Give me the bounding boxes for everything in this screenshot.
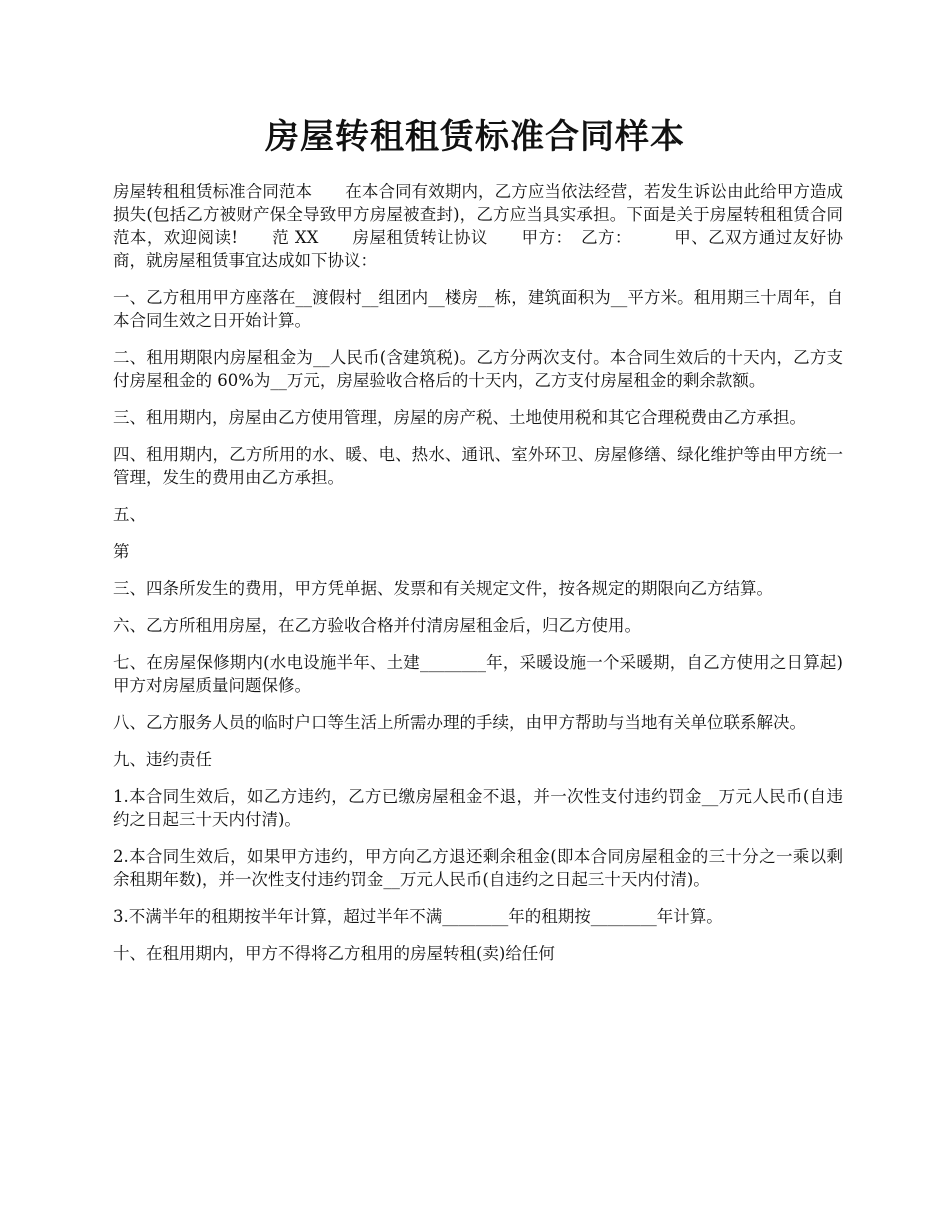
clause-5-fragment: 第	[113, 542, 130, 561]
clause-4-paragraph: 四、租用期内，乙方所用的水、暖、电、热水、通讯、室外环卫、房屋修缮、绿化维护等由甲方统一管理，发生的费用由乙方承担。	[113, 445, 843, 487]
clause-9-item-2: 2.本合同生效后，如果甲方违约，甲方向乙方退还剩余租金(即本合同房屋租金的三十分之一乘以剩余租期年数)，并一次性支付违约罚金__万元人民币(自违约之日起三十天内付清)。	[113, 847, 843, 889]
document-body	[113, 180, 843, 979]
clause-3-paragraph: 三、租用期内，房屋由乙方使用管理，房屋的房产税、土地使用税和其它合理税费由乙方承担。	[113, 408, 806, 427]
clause-9-heading: 九、违约责任	[113, 750, 212, 769]
clause-5-heading: 五、	[113, 505, 146, 524]
clause-6-paragraph: 六、乙方所租用房屋，在乙方验收合格并付清房屋租金后，归乙方使用。	[113, 616, 641, 635]
intro-paragraph: 房屋转租租赁标准合同范本 在本合同有效期内，乙方应当依法经营，若发生诉讼由此给甲方造成损失(包括乙方被财产保全导致甲方房屋被查封)，乙方应当具实承担。下面是关于房屋转租租赁合同范本，欢迎阅读! 范 XX 房屋租赁转让协议 甲方： 乙方： 甲、乙双方通过友好协商，就房屋租赁事宜达成如下协议：	[113, 182, 843, 270]
clause-7-paragraph: 七、在房屋保修期内(水电设施半年、土建________年，采暖设施一个采暖期，自乙方使用之日算起)甲方对房屋质量问题保修。	[113, 653, 843, 695]
clause-2-paragraph: 二、租用期限内房屋租金为__人民币(含建筑税)。乙方分两次支付。本合同生效后的十天内，乙方支付房屋租金的 60%为__万元，房屋验收合格后的十天内，乙方支付房屋租金的剩余款额。	[113, 348, 843, 390]
document-title: 房屋转租租赁标准合同样本	[265, 117, 685, 157]
clause-10-paragraph: 十、在租用期内，甲方不得将乙方租用的房屋转租(卖)给任何	[113, 944, 555, 963]
clause-1-paragraph: 一、乙方租用甲方座落在__渡假村__组团内__楼房__栋，建筑面积为__平方米。租用期三十周年，自本合同生效之日开始计算。	[113, 288, 843, 330]
clause-9-item-3: 3.不满半年的租期按半年计算，超过半年不满________年的租期按________年计算。	[113, 907, 723, 926]
clause-5-paragraph: 三、四条所发生的费用，甲方凭单据、发票和有关规定文件，按各规定的期限向乙方结算。	[113, 579, 773, 598]
clause-9-item-1: 1.本合同生效后，如乙方违约，乙方已缴房屋租金不退，并一次性支付违约罚金__万元人民币(自违约之日起三十天内付清)。	[113, 787, 843, 829]
clause-8-paragraph: 八、乙方服务人员的临时户口等生活上所需办理的手续，由甲方帮助与当地有关单位联系解决。	[113, 713, 806, 732]
